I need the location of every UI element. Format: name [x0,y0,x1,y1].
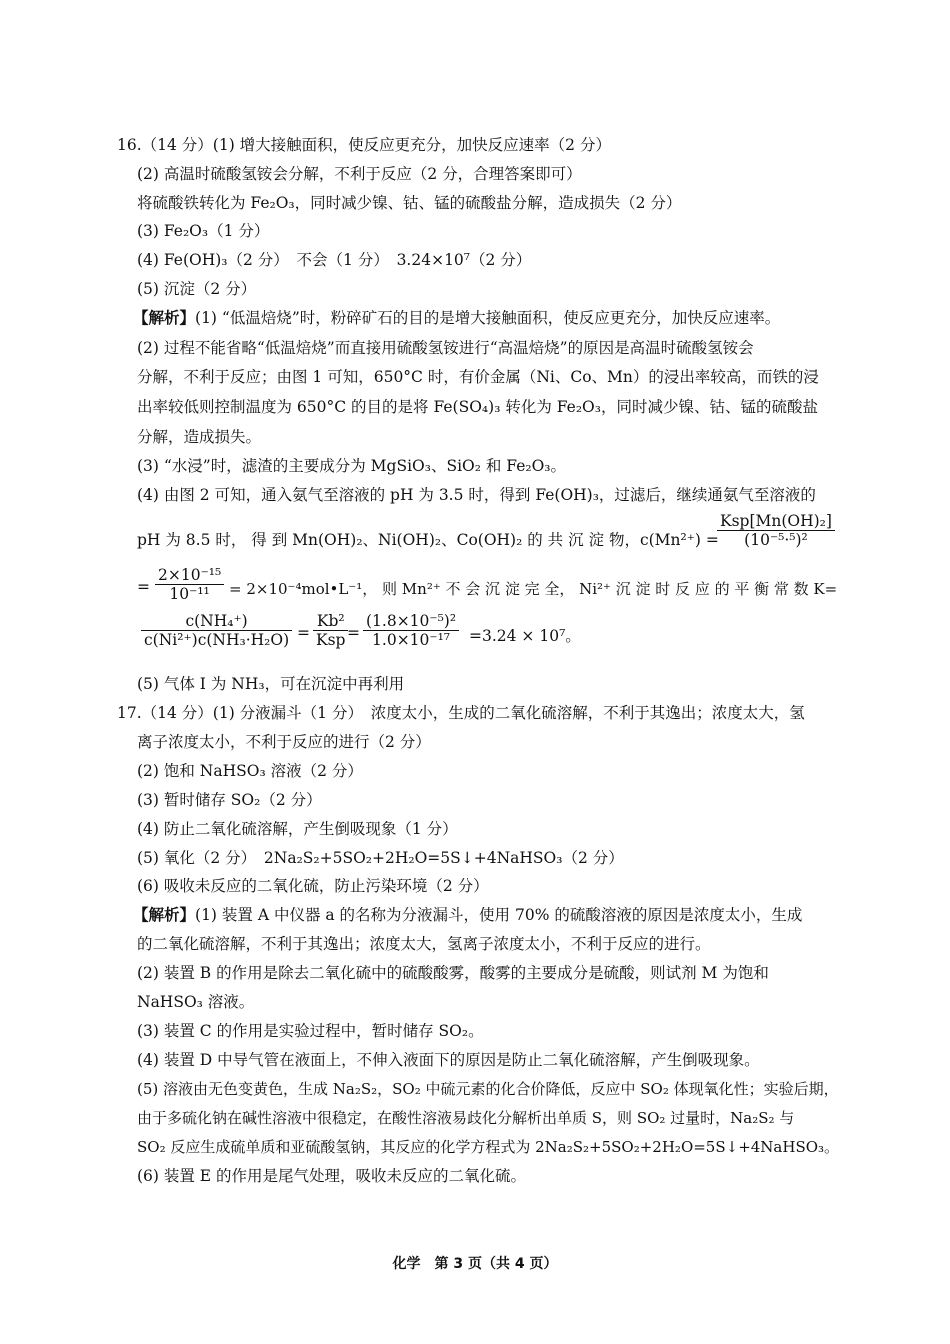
analysis-label: 【解析】 [133,308,196,327]
q16-explain-11: (5) 气体 I 为 NH₃，可在沉淀中再利用 [137,675,405,693]
q16-answer-2b: 将硫酸铁转化为 Fe₂O₃，同时减少镍、钴、锰的硫酸盐分解，造成损失（2 分） [137,194,682,212]
q16-formula-row-2 [137,566,837,610]
fraction-kb-den: Ksp [316,631,346,649]
q16-answer-3: (3) Fe₂O₃（1 分） [137,222,270,240]
q17-explain-7: (5) 溶液由无色变黄色，生成 Na₂S₂，SO₂ 中硫元素的化合价降低，反应中 SO₂ 体现氧化性；实验后期， [137,1080,839,1098]
q16-answer-2: (2) 高温时硫酸氢铵会分解，不利于反应（2 分，合理答案即可） [137,165,582,183]
q17-answer-4: (4) 防止二氧化硫溶解，产生倒吸现象（1 分） [137,820,458,838]
q16-explain-8: pH 为 8.5 时， 得 到 Mn(OH)₂、Ni(OH)₂、Co(OH)₂ 的 共 沉 淀 物，c(Mn²⁺) = [137,531,719,549]
equals-sign: = [137,578,150,596]
q16-explain-2: (2) 过程不能省略“低温焙烧”而直接用硫酸氢铵进行“高温焙烧”的原因是高温时硫酸氢铵会 [137,339,754,357]
q16-result: =3.24 × 10⁷。 [469,627,581,645]
q17-explain-9: SO₂ 反应生成硫单质和亚硫酸氢钠，其反应的化学方程式为 2Na₂S₂+5SO₂+2H₂O=5S↓+4NaHSO₃。 [137,1138,840,1156]
q16-answer-4: (4) Fe(OH)₃（2 分） 不会（1 分） 3.24×10⁷（2 分） [137,251,532,269]
q16-explain-4: 出率较低则控制温度为 650°C 的目的是将 Fe(SO₄)₃ 转化为 Fe₂O₃，同时减少镍、钴、锰的硫酸盐 [137,398,818,416]
fraction-mn-num: Ksp[Mn(OH)₂] [717,512,835,531]
q17-explain-5: (3) 装置 C 的作用是实验过程中，暂时储存 SO₂。 [137,1022,484,1040]
q16-formula-row-3: $\frac{\text{c(NH₄⁺)}}{\text{c(Ni²⁺)c(NH₃·H₂O)}}$ = Kb² Ksp = $\frac{\text{(1.8×10⁻⁵)²}}{\text{1.0×10⁻¹⁷}}$ =3.24 × 10⁷。 [137,612,837,658]
q17-explain-6: (4) 装置 D 中导气管在液面上，不伸入液面下的原因是防止二氧化硫溶解，产生倒吸现象。 [137,1051,760,1069]
fraction-k [141,612,292,649]
q17-answer-6: (6) 吸收未反应的二氧化硫，防止污染环境（2 分） [137,877,489,895]
q16-explain-7: (4) 由图 2 可知，通入氨气至溶液的 pH 为 3.5 时，得到 Fe(OH)₃，过滤后，继续通氨气至溶液的 [137,486,816,504]
analysis-label: 【解析】 [133,905,196,924]
fraction-k-num: c(NH₄⁺) [141,612,292,631]
q17-answer-3: (3) 暂时储存 SO₂（2 分） [137,791,322,809]
fraction-ratio [155,566,224,603]
q16-explain-9: = 2×10⁻⁴mol•L⁻¹， 则 Mn²⁺ 不 会 沉 淀 完 全， Ni²⁺ 沉 淀 时 反 应 的 平 衡 常 数 K= [229,580,838,598]
fraction-mn-den: (10⁻⁵·⁵)² [744,531,808,549]
q17-explain-1: 【解析】(1) 装置 A 中仪器 a 的名称为分液漏斗，使用 70% 的硫酸溶液的原因是浓度太小，生成 [133,905,803,924]
q17-explain-8: 由于多硫化钠在碱性溶液中很稳定，在酸性溶液易歧化分解析出单质 S，则 SO₂ 过量时，Na₂S₂ 与 [137,1109,795,1127]
q17-explain-3: (2) 装置 B 的作用是除去二氧化硫中的硫酸酸雾，酸雾的主要成分是硫酸，则试剂 M 为饱和 [137,964,769,982]
q16-explain-1: 【解析】(1) “低温焙烧”时，粉碎矿石的目的是增大接触面积，使反应更充分，加快反应速率。 [133,308,781,327]
q17-explain-4: NaHSO₃ 溶液。 [137,993,255,1011]
q17-answer-5: (5) 氧化（2 分） 2Na₂S₂+5SO₂+2H₂O=5S↓+4NaHSO₃（2 分） [137,849,624,867]
q17-answer-1: 17.（14 分）(1) 分液漏斗（1 分） 浓度太小，生成的二氧化硫溶解，不利于其逸出；浓度太大，氢 [117,704,805,722]
fraction-k-den: c(Ni²⁺)c(NH₃·H₂O) [144,631,290,649]
q16-explain-5: 分解，造成损失。 [137,428,262,446]
fraction-value [363,612,459,649]
q17-explain-2: 的二氧化硫溶解，不利于其逸出；浓度太大，氢离子浓度太小，不利于反应的进行。 [137,935,711,953]
fraction-mn [717,512,835,549]
q16-explain-6: (3) “水浸”时，滤渣的主要成分为 MgSiO₃、SiO₂ 和 Fe₂O₃。 [137,457,567,475]
q16-answer-1: 16.（14 分）(1) 增大接触面积，使反应更充分，加快反应速率（2 分） [117,136,611,154]
fraction-ratio-den: 10⁻¹¹ [169,585,210,603]
q17-answer-2: (2) 饱和 NaHSO₃ 溶液（2 分） [137,762,363,780]
q16-explain-3: 分解，不利于反应；由图 1 可知，650°C 时，有价金属（Ni、Co、Mn）的浸出率较高，而铁的浸 [137,368,819,386]
q17-answer-1b: 离子浓度太小，不利于反应的进行（2 分） [137,733,431,751]
q16-formula-row-1 [137,512,837,562]
fraction-ratio-num: 2×10⁻¹⁵ [155,566,224,585]
q16-answer-5: (5) 沉淀（2 分） [137,280,257,298]
fraction-value-num: (1.8×10⁻⁵)² [363,612,459,631]
fraction-kb [313,612,348,649]
fraction-value-den: 1.0×10⁻¹⁷ [372,631,451,649]
page-footer: 化学 第 3 页（共 4 页） [392,1256,558,1272]
fraction-kb-num: Kb² [313,612,348,631]
q17-explain-10: (6) 装置 E 的作用是尾气处理，吸收未反应的二氧化硫。 [137,1167,527,1185]
